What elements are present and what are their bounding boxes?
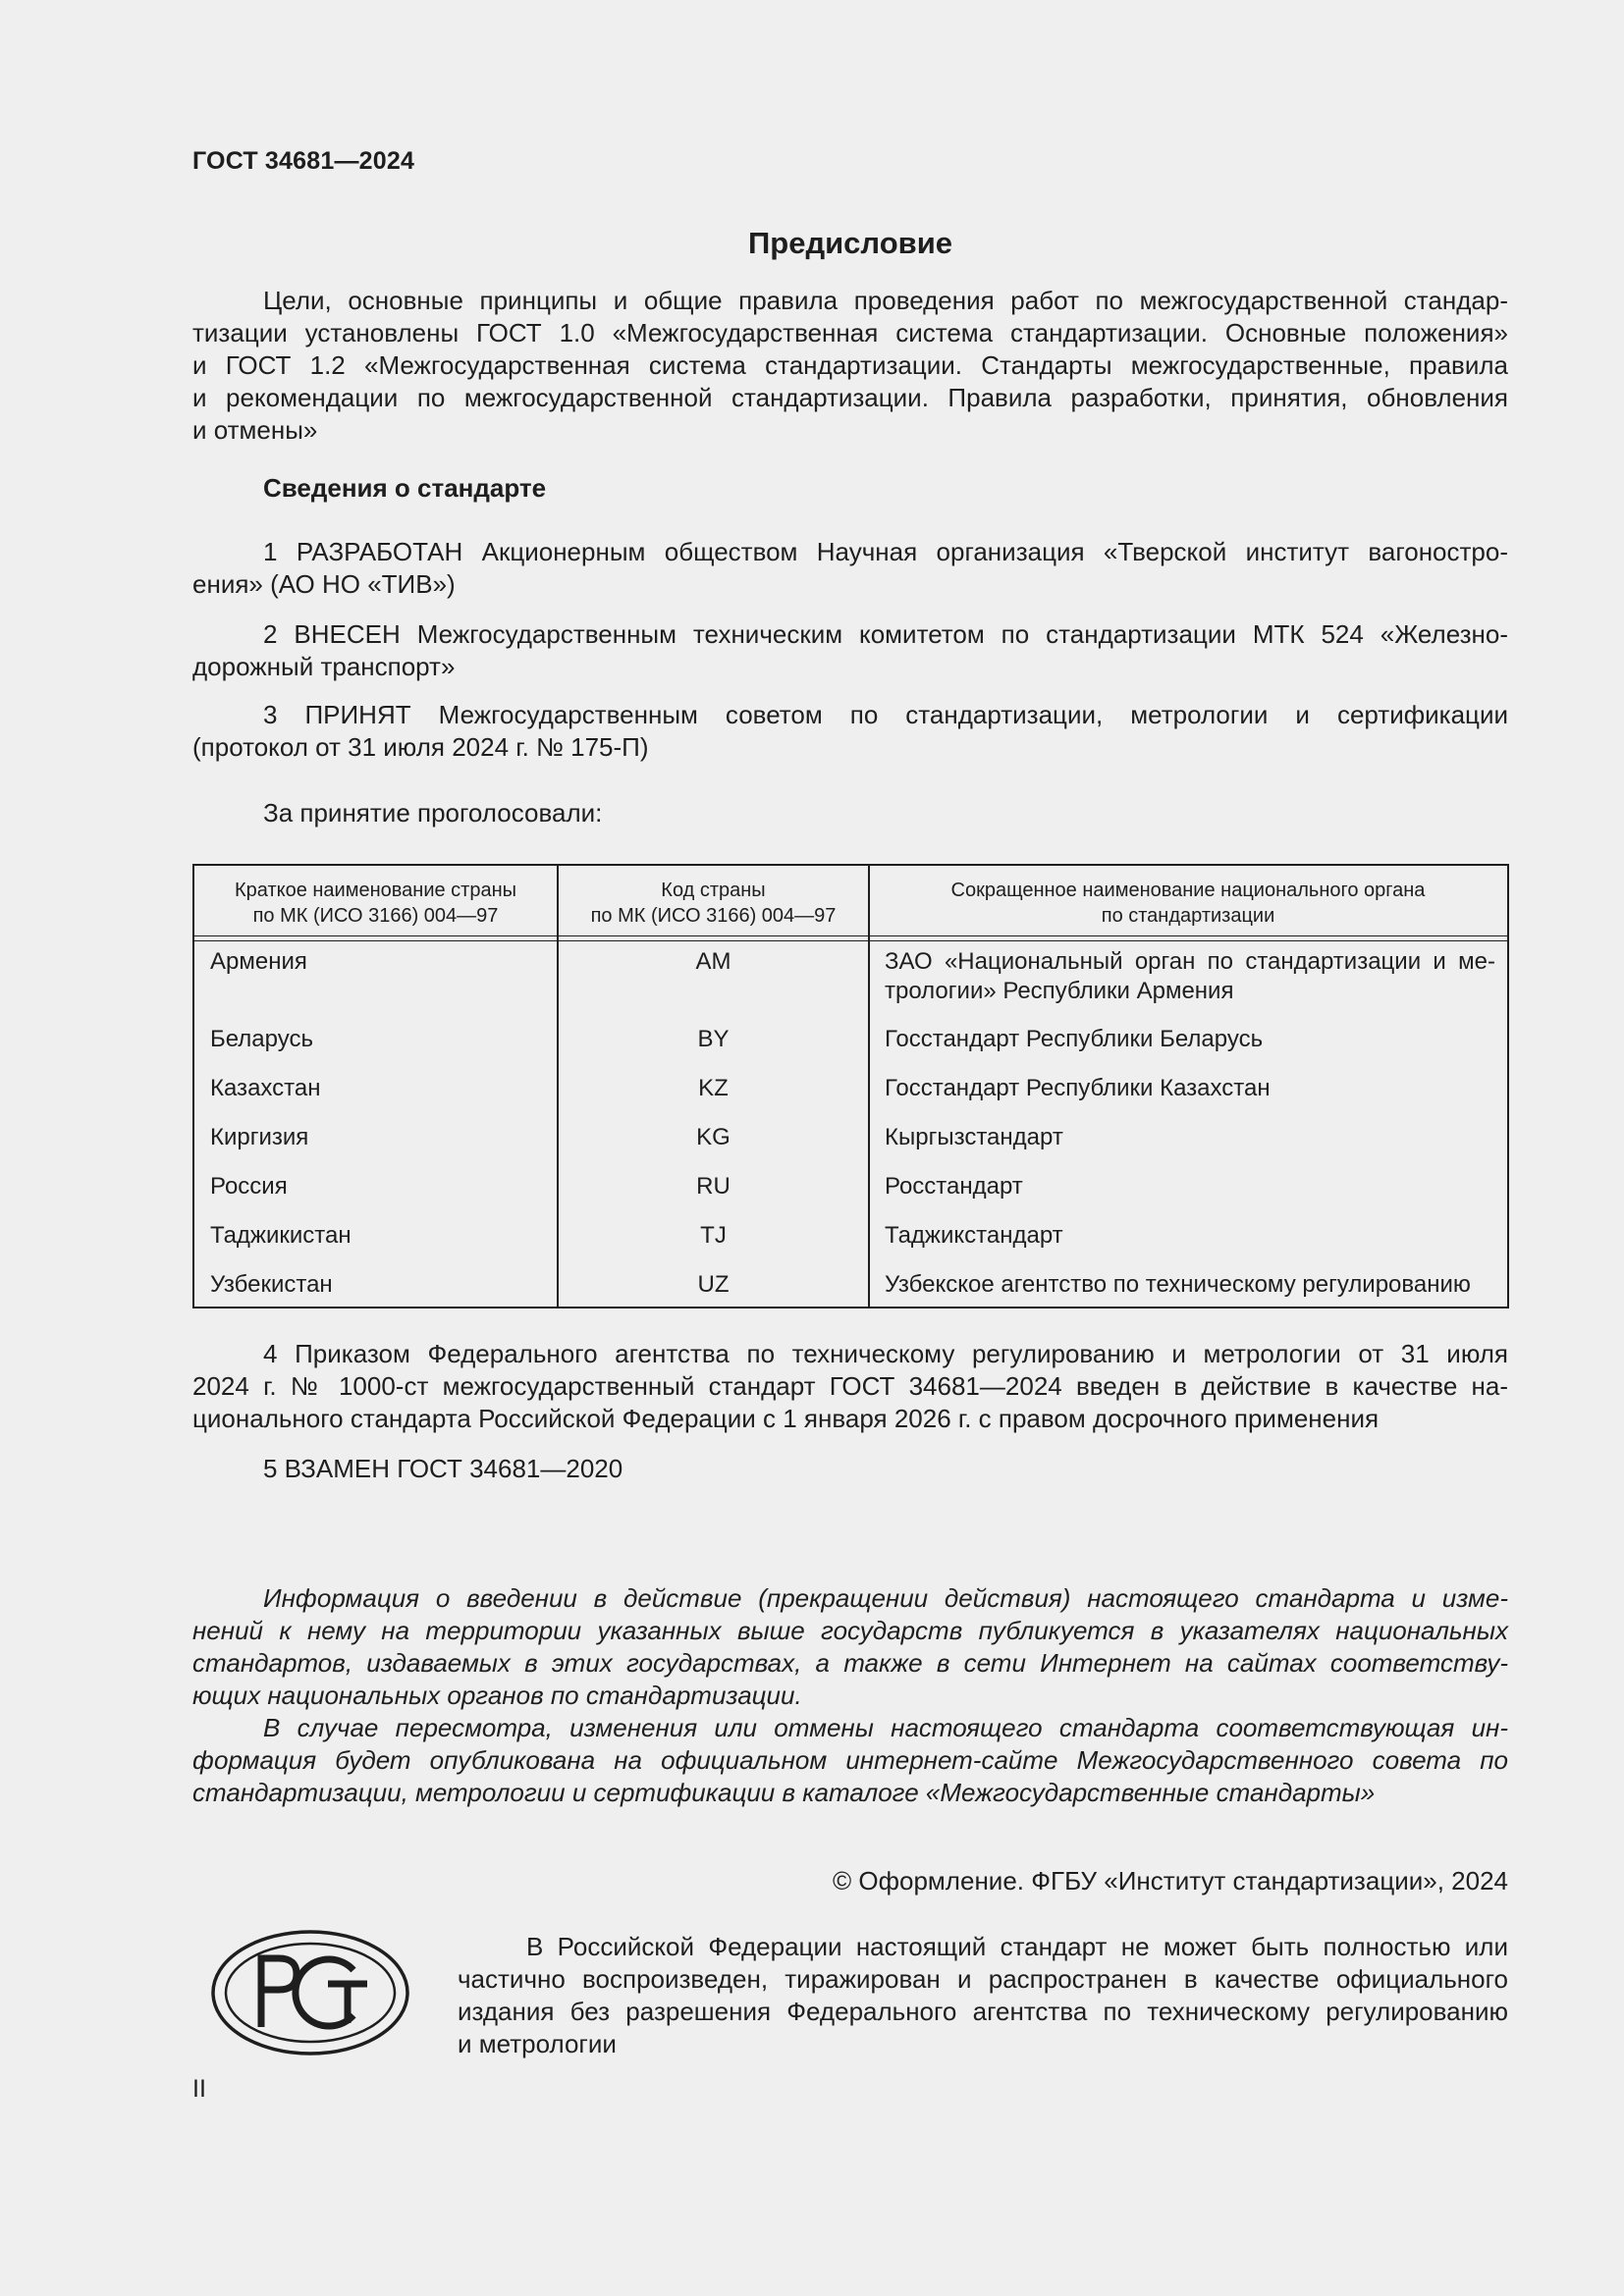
table-header-line: Код страны: [661, 880, 766, 901]
table-cell-country: Беларусь: [210, 1026, 313, 1052]
table-header-line: Сокращенное наименование национального органа: [950, 880, 1426, 901]
page-number: II: [192, 2075, 206, 2103]
rst-seal-graphic: [210, 1929, 410, 2056]
item-developed: [192, 536, 1508, 601]
item-line-text: 4 Приказом Федерального агентства по техническому регулированию и метрологии от 31 июля: [263, 1339, 1508, 1368]
item-line-text: (протокол от 31 июля 2024 г. № 175-П): [192, 732, 649, 762]
notice-line-text: стандартизации, метрологии и сертификации в каталоге «Межгосударственные стандарты»: [192, 1778, 1376, 1807]
notice-line: [192, 1680, 1508, 1712]
item-line-text: дорожный транспорт»: [192, 652, 456, 681]
repro-line-text: В Российской Федерации настоящий стандарт не может быть полностью или: [526, 1932, 1508, 1961]
info-heading: Сведения о стандарте: [263, 473, 547, 503]
rst-seal-icon: [210, 1929, 410, 2061]
item-line: [192, 618, 1508, 651]
item-line-text: 2024 г. № 1000-ст межгосударственный стандарт ГОСТ 34681—2024 введен в действие в качестве на-: [192, 1371, 1508, 1401]
item-submitted: [192, 618, 1508, 683]
item-replaces: 5 ВЗАМЕН ГОСТ 34681—2020: [263, 1454, 623, 1483]
table-header-line: по МК (ИСО 3166) 004—97: [252, 905, 499, 927]
reproduction-notice: [458, 1931, 1508, 2060]
notice-line-text: нений к нему на территории указанных выше государств публикуется в указателях национальных: [192, 1616, 1508, 1645]
table-cell-body: Госстандарт Республики Казахстан: [885, 1075, 1271, 1101]
item-line: [192, 699, 1508, 731]
item-line-text: ения» (АО НО «ТИВ»): [192, 569, 456, 599]
item-line: [192, 651, 1508, 683]
notice-line: [192, 1777, 1508, 1809]
item-line-text: 2 ВНЕСЕН Межгосударственным техническим комитетом по стандартизации МТК 524 «Железно-: [263, 619, 1508, 649]
item-line-text: 1 РАЗРАБОТАН Акционерным обществом Научная организация «Тверской институт вагоностро-: [263, 537, 1508, 566]
notice-line-text: стандартов, издаваемых в этих государствах, а также в сети Интернет на сайтах соответству-: [192, 1648, 1508, 1678]
table-cell-country: Россия: [210, 1173, 288, 1200]
notice-line-text: формация будет опубликована на официальном интернет-сайте Межгосударственного совета по: [192, 1745, 1508, 1775]
voted-label: За принятие проголосовали:: [263, 798, 603, 828]
table-header-line: по стандартизации: [1101, 905, 1275, 927]
table-header-line: по МК (ИСО 3166) 004—97: [590, 905, 837, 927]
table-cell-code: KZ: [698, 1075, 729, 1101]
intro-line-text: и ГОСТ 1.2 «Межгосударственная система стандартизации. Стандарты межгосударственные, правила: [192, 350, 1508, 380]
repro-line-text: издания без разрешения Федерального агентства по техническому регулированию: [458, 1997, 1508, 2026]
table-cell-body: Госстандарт Республики Беларусь: [885, 1026, 1264, 1052]
intro-line-text: тизации установлены ГОСТ 1.0 «Межгосударственная система стандартизации. Основные положения»: [192, 318, 1508, 347]
table-cell-country: Таджикистан: [210, 1222, 352, 1249]
intro-paragraph: [192, 285, 1508, 447]
table-cell-country: Армения: [210, 948, 307, 975]
table-cell-country: Узбекистан: [210, 1271, 333, 1298]
table-cell-body: [885, 947, 1495, 1006]
table-column-divider: [868, 866, 870, 1307]
intro-line: [192, 349, 1508, 382]
intro-line-text: и отмены»: [192, 415, 318, 445]
copyright-notice: © Оформление. ФГБУ «Институт стандартизации», 2024: [833, 1866, 1508, 1896]
item-line: [192, 568, 1508, 601]
table-cell-country: Киргизия: [210, 1124, 309, 1150]
item-line-text: 3 ПРИНЯТ Межгосударственным советом по стандартизации, метрологии и сертификации: [263, 700, 1508, 729]
table-cell-body: Кыргызстандарт: [885, 1124, 1063, 1150]
intro-line: [192, 414, 1508, 447]
item-enacted: [192, 1338, 1508, 1435]
item-line: [192, 1370, 1508, 1403]
item-line-text: ционального стандарта Российской Федерации с 1 января 2026 г. с правом досрочного применения: [192, 1404, 1380, 1433]
intro-line: [192, 382, 1508, 414]
table-header-body: [870, 878, 1506, 929]
table-cell-line: ЗАО «Национальный орган по стандартизации и ме-: [885, 948, 1495, 975]
item-line: [192, 1403, 1508, 1435]
item-line: [192, 731, 1508, 764]
table-cell-code: RU: [696, 1173, 731, 1200]
table-cell-body: Росстандарт: [885, 1173, 1023, 1200]
notice-revision: [192, 1712, 1508, 1809]
repro-line: [458, 1963, 1508, 1996]
item-line: [192, 1338, 1508, 1370]
repro-line: [458, 1931, 1508, 1963]
table-cell-line: трологии» Республики Армения: [885, 978, 1234, 1004]
repro-line: [458, 1996, 1508, 2028]
notice-enactment: [192, 1582, 1508, 1712]
table-header-code: [559, 878, 868, 929]
notice-line: [192, 1647, 1508, 1680]
table-cell-code: TJ: [700, 1222, 727, 1249]
notice-line-text: ющих национальных органов по стандартизации.: [192, 1681, 802, 1710]
intro-line-text: Цели, основные принципы и общие правила проведения работ по межгосударственной стандар-: [263, 286, 1508, 315]
table-cell-body: Узбекское агентство по техническому регулированию: [885, 1271, 1471, 1298]
table-header-line: Краткое наименование страны: [234, 880, 517, 901]
document-code: ГОСТ 34681—2024: [192, 147, 415, 175]
item-line: [192, 536, 1508, 568]
notice-line: [192, 1615, 1508, 1647]
notice-line: [192, 1582, 1508, 1615]
notice-line-text: В случае пересмотра, изменения или отмены настоящего стандарта соответствующая ин-: [263, 1713, 1508, 1742]
notice-line: [192, 1712, 1508, 1744]
table-cell-code: KG: [696, 1124, 731, 1150]
notice-line-text: Информация о введении в действие (прекращении действия) настоящего стандарта и изме-: [263, 1583, 1508, 1613]
table-cell-country: Казахстан: [210, 1075, 321, 1101]
table-cell-body: Таджикстандарт: [885, 1222, 1063, 1249]
notice-line: [192, 1744, 1508, 1777]
item-adopted: [192, 699, 1508, 764]
table-header-divider: [194, 940, 1507, 941]
table-cell-code: UZ: [697, 1271, 730, 1298]
intro-line: [192, 317, 1508, 349]
repro-line-text: частично воспроизведен, тиражирован и распространен в качестве официального: [458, 1964, 1508, 1994]
repro-line-text: и метрологии: [458, 2029, 617, 2058]
section-title: Предисловие: [747, 226, 952, 260]
table-cell-code: AM: [695, 948, 731, 975]
table-header-country: [194, 878, 557, 929]
table-header-divider: [194, 935, 1507, 936]
table-cell-code: BY: [697, 1026, 730, 1052]
intro-line-text: и рекомендации по межгосударственной стандартизации. Правила разработки, принятия, обновления: [192, 383, 1508, 412]
intro-line: [192, 285, 1508, 317]
voting-table: [192, 864, 1509, 1308]
repro-line: [458, 2028, 1508, 2060]
